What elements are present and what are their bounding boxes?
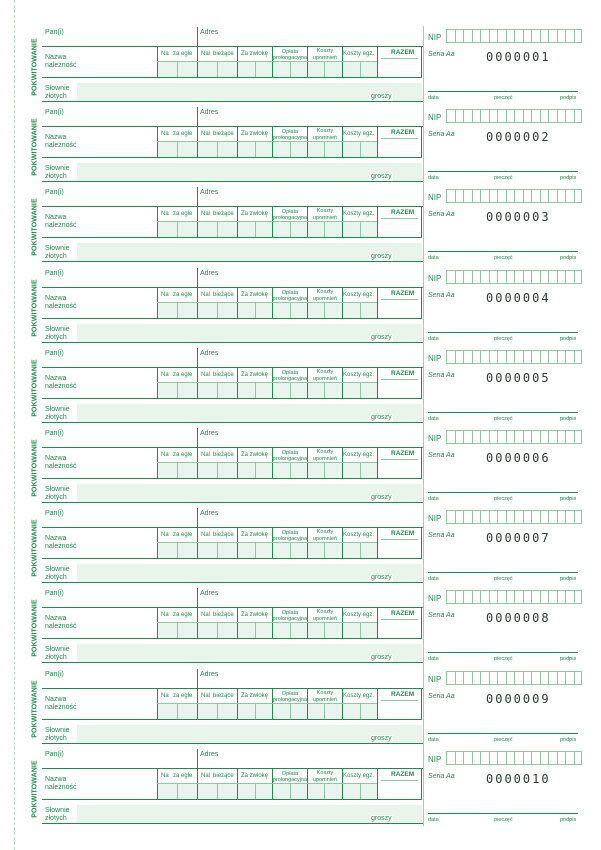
date-label: data bbox=[428, 576, 439, 583]
nip-label: NIP bbox=[428, 594, 442, 604]
in-words-label: Słownie bbox=[45, 806, 70, 814]
series-label: Seria Aa bbox=[428, 772, 455, 780]
charge-name-label-2: należność bbox=[45, 543, 77, 551]
payer-label: Pan(i) bbox=[45, 349, 64, 357]
nip-input-cells[interactable] bbox=[446, 270, 582, 284]
date-label: data bbox=[428, 335, 439, 342]
charge-name-label: Nazwa bbox=[45, 615, 67, 623]
nip-label: NIP bbox=[428, 193, 442, 203]
side-label: POKWITOWANIE bbox=[31, 439, 39, 497]
col-nal: Nal bbox=[201, 772, 211, 779]
col-koszty: Koszty bbox=[316, 689, 334, 696]
charge-name-label: Nazwa bbox=[45, 455, 67, 462]
receipt-slip bbox=[28, 187, 593, 267]
total-label: RAZEM bbox=[391, 450, 415, 457]
receipt-stub bbox=[428, 107, 593, 187]
zloty-label: złotych bbox=[45, 814, 67, 822]
payer-label: Pan(i) bbox=[45, 189, 64, 197]
col-biezace: bieżące bbox=[213, 612, 234, 619]
stamp-label: pieczęć bbox=[494, 576, 513, 583]
receipt-number: 0000007 bbox=[486, 531, 551, 546]
col-koszty: Koszty bbox=[316, 449, 334, 455]
perforation-line bbox=[14, 0, 15, 850]
payer-label: Pan(i) bbox=[45, 750, 64, 758]
side-label: POKWITOWANIE bbox=[31, 359, 39, 417]
grosz-label: groszy bbox=[371, 413, 392, 421]
zloty-label: złotych bbox=[45, 734, 67, 742]
receipt-stub bbox=[428, 428, 593, 508]
col-biezace: bieżące bbox=[213, 51, 234, 57]
in-words-label: Słownie bbox=[45, 646, 70, 654]
in-words-label: Słownie bbox=[45, 245, 70, 253]
stamp-label: pieczęć bbox=[494, 736, 513, 743]
receipt-slip bbox=[28, 508, 593, 588]
stamp-label: pieczęć bbox=[494, 95, 513, 101]
side-label: POKWITOWANIE bbox=[31, 38, 39, 96]
receipt-number: 0000005 bbox=[486, 370, 551, 385]
stamp-label: pieczęć bbox=[494, 255, 513, 262]
col-oplata: Opłata bbox=[281, 610, 299, 617]
col-koszty: Koszty bbox=[316, 769, 334, 776]
charge-name-label-2: należność bbox=[45, 382, 77, 390]
col-nal: Nal bbox=[201, 291, 211, 298]
address-label: Adres bbox=[200, 670, 219, 678]
in-words-label: Słownie bbox=[45, 85, 70, 92]
receipt-stub bbox=[428, 749, 593, 829]
col-za-zwloke: Za zwłokę bbox=[241, 612, 269, 619]
series-label: Seria Aa bbox=[428, 612, 455, 620]
charge-name-label: Nazwa bbox=[45, 374, 67, 382]
col-oplata: Opłata bbox=[281, 530, 299, 537]
nip-input-cells[interactable] bbox=[446, 29, 582, 43]
receipt-number: 0000001 bbox=[486, 50, 551, 64]
receipt-stub bbox=[428, 508, 593, 588]
series-label: Seria Aa bbox=[428, 371, 455, 379]
nip-input-cells[interactable] bbox=[446, 350, 582, 364]
receipt-number: 0000003 bbox=[486, 210, 551, 225]
in-words-label: Słownie bbox=[45, 566, 70, 574]
receipt-form bbox=[42, 268, 423, 348]
receipt-slip bbox=[28, 669, 593, 749]
col-biezace: bieżące bbox=[213, 371, 234, 378]
col-biezace: bieżące bbox=[213, 211, 234, 218]
col-za-egle: za egle bbox=[173, 371, 193, 378]
receipt-slip bbox=[28, 749, 593, 829]
zloty-label: złotych bbox=[45, 413, 67, 421]
col-upomnien: upomnień bbox=[312, 295, 338, 302]
col-nal: Nal bbox=[201, 211, 211, 218]
nip-label: NIP bbox=[428, 434, 442, 443]
col-za-zwloke: Za zwłokę bbox=[241, 772, 269, 779]
charge-name-label-2: należność bbox=[45, 302, 77, 310]
charge-name-label: Nazwa bbox=[45, 294, 67, 302]
payer-label: Pan(i) bbox=[45, 510, 64, 518]
receipt-slip bbox=[28, 588, 593, 668]
zloty-label: złotych bbox=[45, 93, 67, 100]
receipt-form bbox=[42, 749, 423, 829]
col-upomnien: upomnień bbox=[312, 215, 338, 222]
col-oplata: Opłata bbox=[281, 49, 299, 55]
total-label: RAZEM bbox=[391, 770, 415, 778]
receipt-slip bbox=[28, 268, 593, 348]
nip-label: NIP bbox=[428, 674, 442, 684]
signature-label: podpis bbox=[560, 175, 577, 182]
col-na: Na bbox=[161, 612, 169, 619]
receipt-number: 0000008 bbox=[486, 611, 551, 626]
date-label: data bbox=[428, 496, 439, 502]
receipt-number: 0000009 bbox=[486, 691, 551, 706]
signature-label: podpis bbox=[560, 335, 577, 342]
col-biezace: bieżące bbox=[213, 532, 234, 539]
col-koszty-egz: Koszty egz. bbox=[343, 532, 375, 539]
grosz-label: groszy bbox=[371, 333, 392, 341]
col-biezace: bieżące bbox=[213, 131, 234, 138]
grosz-label: groszy bbox=[371, 814, 392, 822]
col-za-zwloke: Za zwłokę bbox=[241, 452, 269, 458]
series-label: Seria Aa bbox=[428, 211, 455, 219]
col-nal: Nal bbox=[201, 131, 211, 138]
zloty-label: złotych bbox=[45, 494, 67, 501]
charge-name-label-2: należność bbox=[45, 623, 77, 631]
col-upomnien: upomnień bbox=[312, 135, 338, 142]
in-words-label: Słownie bbox=[45, 486, 70, 493]
col-upomnien: upomnień bbox=[312, 536, 338, 543]
receipt-number: 0000006 bbox=[486, 451, 551, 465]
charge-name-label: Nazwa bbox=[45, 134, 67, 142]
series-label: Seria Aa bbox=[428, 291, 455, 299]
signature-label: podpis bbox=[560, 95, 577, 101]
receipt-stub bbox=[428, 348, 593, 428]
receipt-slip bbox=[28, 428, 593, 508]
total-label: RAZEM bbox=[391, 289, 415, 297]
total-label: RAZEM bbox=[391, 530, 415, 538]
col-za-egle: za egle bbox=[173, 692, 193, 699]
receipt-stub bbox=[428, 588, 593, 668]
zloty-label: złotych bbox=[45, 333, 67, 341]
side-label: POKWITOWANIE bbox=[31, 519, 39, 577]
grosz-label: groszy bbox=[371, 734, 392, 742]
col-na: Na bbox=[161, 291, 169, 298]
grosz-label: groszy bbox=[371, 654, 392, 662]
col-za-zwloke: Za zwłokę bbox=[241, 131, 269, 138]
receipt-form bbox=[42, 669, 423, 749]
receipt-number: 0000004 bbox=[486, 290, 551, 305]
stamp-label: pieczęć bbox=[494, 496, 513, 502]
receipt-form bbox=[42, 107, 423, 187]
col-na: Na bbox=[161, 452, 169, 458]
col-oplata: Opłata bbox=[281, 129, 299, 136]
col-za-egle: za egle bbox=[173, 51, 193, 57]
col-biezace: bieżące bbox=[213, 452, 234, 458]
col-koszty-egz: Koszty egz. bbox=[343, 291, 375, 298]
col-koszty: Koszty bbox=[316, 128, 334, 135]
col-za-zwloke: Za zwłokę bbox=[241, 51, 269, 57]
col-koszty-egz: Koszty egz. bbox=[343, 131, 375, 138]
signature-label: podpis bbox=[560, 736, 577, 743]
stamp-label: pieczęć bbox=[494, 415, 513, 422]
total-label: RAZEM bbox=[391, 209, 415, 217]
col-oplata: Opłata bbox=[281, 770, 299, 777]
col-prolong: prolongacyjna bbox=[272, 536, 308, 543]
col-na: Na bbox=[161, 772, 169, 779]
date-label: data bbox=[428, 255, 439, 262]
total-label: RAZEM bbox=[391, 129, 415, 137]
signature-label: podpis bbox=[560, 415, 577, 422]
nip-label: NIP bbox=[428, 353, 442, 363]
signature-label: podpis bbox=[560, 496, 577, 502]
side-label: POKWITOWANIE bbox=[31, 760, 39, 818]
col-za-egle: za egle bbox=[173, 532, 193, 539]
signature-label: podpis bbox=[560, 255, 577, 262]
address-label: Adres bbox=[200, 590, 219, 598]
col-upomnien: upomnień bbox=[312, 375, 338, 382]
receipt-form bbox=[42, 348, 423, 428]
address-label: Adres bbox=[200, 750, 219, 758]
side-label: POKWITOWANIE bbox=[31, 118, 39, 176]
address-label: Adres bbox=[200, 29, 219, 36]
col-upomnien: upomnień bbox=[312, 616, 338, 623]
in-words-label: Słownie bbox=[45, 726, 70, 734]
series-label: Seria Aa bbox=[428, 692, 455, 700]
col-koszty: Koszty bbox=[316, 609, 334, 616]
total-label: RAZEM bbox=[391, 369, 415, 377]
col-na: Na bbox=[161, 51, 169, 57]
charge-name-label-2: należność bbox=[45, 142, 77, 150]
col-biezace: bieżące bbox=[213, 772, 234, 779]
address-label: Adres bbox=[200, 349, 219, 357]
col-oplata: Opłata bbox=[281, 690, 299, 697]
receipt-slip bbox=[28, 27, 593, 107]
col-prolong: prolongacyjna bbox=[272, 375, 308, 382]
col-koszty: Koszty bbox=[316, 368, 334, 375]
nip-input-cells[interactable] bbox=[446, 590, 582, 604]
receipt-number: 0000002 bbox=[486, 130, 551, 145]
nip-input-cells[interactable] bbox=[446, 510, 582, 524]
stamp-label: pieczęć bbox=[494, 175, 513, 182]
col-za-zwloke: Za zwłokę bbox=[241, 371, 269, 378]
nip-label: NIP bbox=[428, 33, 442, 42]
col-nal: Nal bbox=[201, 452, 211, 458]
series-label: Seria Aa bbox=[428, 131, 455, 139]
series-label: Seria Aa bbox=[428, 532, 455, 540]
col-koszty-egz: Koszty egz. bbox=[343, 692, 375, 699]
col-oplata: Opłata bbox=[281, 289, 299, 296]
receipt-form bbox=[42, 27, 423, 107]
stamp-label: pieczęć bbox=[494, 816, 513, 823]
nip-input-cells[interactable] bbox=[446, 430, 582, 444]
col-za-zwloke: Za zwłokę bbox=[241, 211, 269, 218]
col-za-egle: za egle bbox=[173, 772, 193, 779]
col-koszty: Koszty bbox=[316, 48, 334, 54]
payer-label: Pan(i) bbox=[45, 590, 64, 598]
col-na: Na bbox=[161, 532, 169, 539]
date-label: data bbox=[428, 816, 439, 823]
date-label: data bbox=[428, 656, 439, 663]
nip-input-cells[interactable] bbox=[446, 671, 582, 685]
date-label: data bbox=[428, 95, 439, 101]
receipt-form bbox=[42, 508, 423, 588]
stamp-label: pieczęć bbox=[494, 656, 513, 663]
col-za-egle: za egle bbox=[173, 131, 193, 138]
nip-label: NIP bbox=[428, 273, 442, 283]
col-oplata: Opłata bbox=[281, 450, 299, 456]
col-za-zwloke: Za zwłokę bbox=[241, 692, 269, 699]
col-biezace: bieżące bbox=[213, 291, 234, 298]
zloty-label: złotych bbox=[45, 253, 67, 261]
receipt-stub bbox=[428, 669, 593, 749]
receipt-form bbox=[42, 187, 423, 267]
col-upomnien: upomnień bbox=[312, 696, 338, 703]
side-label: POKWITOWANIE bbox=[31, 278, 39, 337]
date-label: data bbox=[428, 415, 439, 422]
col-na: Na bbox=[161, 131, 169, 138]
charge-name-label: Nazwa bbox=[45, 214, 67, 222]
payer-label: Pan(i) bbox=[45, 269, 64, 277]
in-words-label: Słownie bbox=[45, 405, 70, 413]
charge-name-label-2: należność bbox=[45, 62, 77, 69]
payer-label: Pan(i) bbox=[45, 670, 64, 678]
col-upomnien: upomnień bbox=[312, 55, 338, 61]
col-koszty: Koszty bbox=[316, 208, 334, 215]
col-koszty: Koszty bbox=[316, 288, 334, 295]
address-label: Adres bbox=[200, 510, 219, 518]
charge-name-label: Nazwa bbox=[45, 535, 67, 543]
grosz-label: groszy bbox=[371, 253, 392, 261]
col-koszty-egz: Koszty egz. bbox=[343, 51, 375, 57]
col-na: Na bbox=[161, 211, 169, 218]
col-prolong: prolongacyjna bbox=[272, 776, 308, 783]
nip-input-cells[interactable] bbox=[446, 751, 582, 765]
receipt-form bbox=[42, 428, 423, 508]
col-nal: Nal bbox=[201, 51, 211, 57]
address-label: Adres bbox=[200, 430, 219, 437]
address-label: Adres bbox=[200, 109, 219, 117]
side-label: POKWITOWANIE bbox=[31, 599, 39, 658]
receipt-slip bbox=[28, 107, 593, 187]
grosz-label: groszy bbox=[371, 574, 392, 582]
receipt-number: 0000010 bbox=[486, 771, 551, 786]
charge-name-label-2: należność bbox=[45, 783, 77, 791]
col-koszty-egz: Koszty egz. bbox=[343, 211, 375, 218]
col-koszty-egz: Koszty egz. bbox=[343, 612, 375, 619]
col-za-zwloke: Za zwłokę bbox=[241, 532, 269, 539]
total-label: RAZEM bbox=[391, 690, 415, 698]
nip-input-cells[interactable] bbox=[446, 189, 582, 203]
col-nal: Nal bbox=[201, 532, 211, 539]
col-biezace: bieżące bbox=[213, 692, 234, 699]
receipt-stub bbox=[428, 268, 593, 348]
payer-label: Pan(i) bbox=[45, 109, 64, 117]
col-na: Na bbox=[161, 371, 169, 378]
receipt-form bbox=[42, 588, 423, 668]
nip-label: NIP bbox=[428, 113, 442, 123]
charge-name-label: Nazwa bbox=[45, 775, 67, 783]
col-za-egle: za egle bbox=[173, 211, 193, 218]
date-label: data bbox=[428, 175, 439, 182]
charge-name-label-2: należność bbox=[45, 222, 77, 230]
total-label: RAZEM bbox=[391, 610, 415, 618]
col-oplata: Opłata bbox=[281, 369, 299, 376]
signature-label: podpis bbox=[560, 816, 577, 823]
zloty-label: złotych bbox=[45, 574, 67, 582]
in-words-label: Słownie bbox=[45, 165, 70, 173]
receipt-stub bbox=[428, 187, 593, 267]
grosz-label: groszy bbox=[371, 494, 392, 501]
date-label: data bbox=[428, 736, 439, 743]
total-label: RAZEM bbox=[391, 49, 415, 56]
col-prolong: prolongacyjna bbox=[272, 215, 308, 222]
payer-label: Pan(i) bbox=[45, 430, 64, 437]
grosz-label: groszy bbox=[371, 173, 392, 181]
address-label: Adres bbox=[200, 189, 219, 197]
col-koszty-egz: Koszty egz. bbox=[343, 452, 375, 458]
col-koszty-egz: Koszty egz. bbox=[343, 772, 375, 779]
col-prolong: prolongacyjna bbox=[272, 616, 308, 623]
charge-name-label: Nazwa bbox=[45, 695, 67, 703]
series-label: Seria Aa bbox=[428, 452, 455, 459]
side-label: POKWITOWANIE bbox=[31, 679, 39, 738]
grosz-label: groszy bbox=[371, 93, 392, 100]
col-prolong: prolongacyjna bbox=[272, 55, 308, 61]
col-prolong: prolongacyjna bbox=[272, 696, 308, 703]
col-nal: Nal bbox=[201, 692, 211, 699]
nip-label: NIP bbox=[428, 754, 442, 764]
charge-name-label-2: należność bbox=[45, 703, 77, 711]
col-koszty: Koszty bbox=[316, 529, 334, 536]
col-nal: Nal bbox=[201, 371, 211, 378]
charge-name-label: Nazwa bbox=[45, 54, 67, 61]
col-koszty-egz: Koszty egz. bbox=[343, 371, 375, 378]
col-za-egle: za egle bbox=[173, 291, 193, 298]
nip-input-cells[interactable] bbox=[446, 109, 582, 123]
address-label: Adres bbox=[200, 269, 219, 277]
col-prolong: prolongacyjna bbox=[272, 295, 308, 302]
signature-label: podpis bbox=[560, 656, 577, 663]
col-za-egle: za egle bbox=[173, 612, 193, 619]
payer-label: Pan(i) bbox=[45, 29, 64, 36]
in-words-label: Słownie bbox=[45, 325, 70, 333]
col-za-egle: za egle bbox=[173, 452, 193, 458]
side-label: POKWITOWANIE bbox=[31, 198, 39, 257]
zloty-label: złotych bbox=[45, 173, 67, 181]
receipt-stub bbox=[428, 27, 593, 107]
charge-name-label-2: należność bbox=[45, 463, 77, 470]
col-oplata: Opłata bbox=[281, 209, 299, 216]
receipt-slip bbox=[28, 348, 593, 428]
series-label: Seria Aa bbox=[428, 51, 455, 58]
col-upomnien: upomnień bbox=[312, 776, 338, 783]
stamp-label: pieczęć bbox=[494, 335, 513, 342]
nip-label: NIP bbox=[428, 514, 442, 524]
col-prolong: prolongacyjna bbox=[272, 456, 308, 462]
signature-label: podpis bbox=[560, 576, 577, 583]
col-na: Na bbox=[161, 692, 169, 699]
col-prolong: prolongacyjna bbox=[272, 135, 308, 142]
col-upomnien: upomnień bbox=[312, 456, 338, 462]
col-nal: Nal bbox=[201, 612, 211, 619]
col-za-zwloke: Za zwłokę bbox=[241, 291, 269, 298]
zloty-label: złotych bbox=[45, 654, 67, 662]
